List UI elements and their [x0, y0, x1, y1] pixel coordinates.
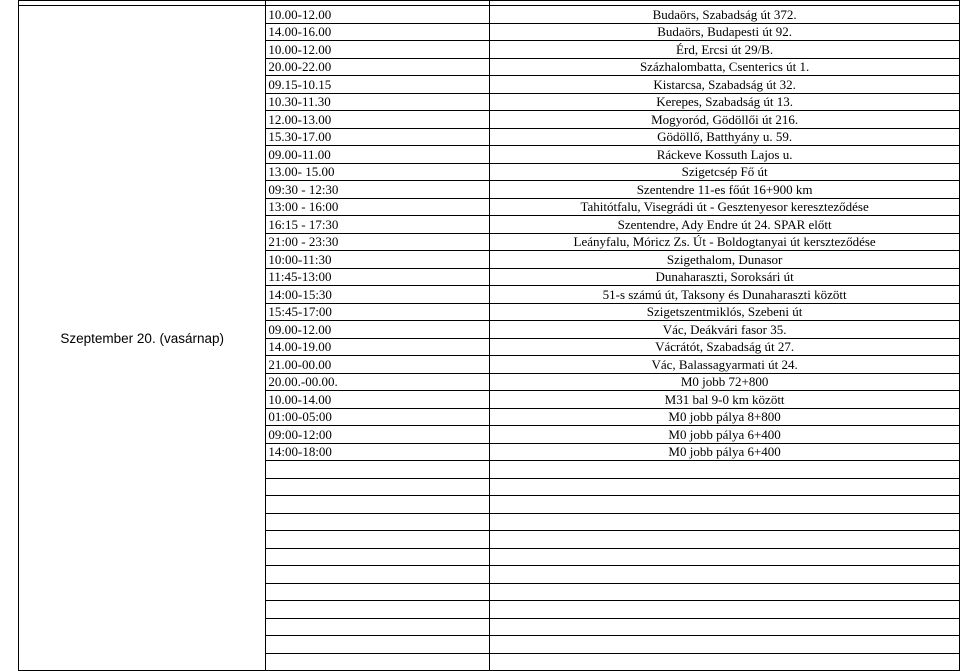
schedule-body [19, 1, 960, 671]
time-cell: 14.00-16.00 [266, 23, 490, 41]
time-cell: 10.00-14.00 [266, 391, 490, 409]
location-cell [490, 478, 960, 496]
time-cell: 09.15-10.15 [266, 76, 490, 94]
time-cell [266, 513, 490, 531]
location-cell: Szentendre 11-es főút 16+900 km [490, 181, 960, 199]
time-cell: 11:45-13:00 [266, 268, 490, 286]
location-cell: M0 jobb pálya 6+400 [490, 443, 960, 461]
location-cell: Kistarcsa, Szabadság út 32. [490, 76, 960, 94]
location-cell [490, 583, 960, 601]
time-cell: 21.00-00.00 [266, 356, 490, 374]
location-cell: Tahitótfalu, Visegrádi út - Gesztenyesor kereszteződése [490, 198, 960, 216]
location-cell: Kerepes, Szabadság út 13. [490, 93, 960, 111]
schedule-row [19, 6, 960, 24]
time-cell: 13:00 - 16:00 [266, 198, 490, 216]
location-cell: Szentendre, Ady Endre út 24. SPAR előtt [490, 216, 960, 234]
location-cell [490, 618, 960, 636]
time-cell [266, 461, 490, 479]
location-cell: 51-s számú út, Taksony és Dunaharaszti között [490, 286, 960, 304]
time-cell: 13.00- 15.00 [266, 163, 490, 181]
time-cell: 16:15 - 17:30 [266, 216, 490, 234]
schedule-table [18, 0, 960, 671]
location-cell: M0 jobb 72+800 [490, 373, 960, 391]
time-cell [266, 636, 490, 654]
location-cell: Érd, Ercsi út 29/B. [490, 41, 960, 59]
time-cell: 15:45-17:00 [266, 303, 490, 321]
location-cell: Szigetszentmiklós, Szebeni út [490, 303, 960, 321]
time-cell [266, 566, 490, 584]
time-cell: 12.00-13.00 [266, 111, 490, 129]
date-cell: Szeptember 20. (vasárnap) [19, 6, 266, 671]
location-cell [490, 496, 960, 514]
location-cell: Dunaharaszti, Soroksári út [490, 268, 960, 286]
location-cell [490, 548, 960, 566]
location-cell: M0 jobb pálya 6+400 [490, 426, 960, 444]
time-cell: 14:00-18:00 [266, 443, 490, 461]
time-cell: 10.30-11.30 [266, 93, 490, 111]
location-cell: Szigethalom, Dunasor [490, 251, 960, 269]
location-cell [490, 513, 960, 531]
time-cell: 01:00-05:00 [266, 408, 490, 426]
time-cell: 10.00-12.00 [266, 41, 490, 59]
time-cell: 09.00-11.00 [266, 146, 490, 164]
time-cell [266, 583, 490, 601]
time-cell: 09:30 - 12:30 [266, 181, 490, 199]
time-cell [266, 618, 490, 636]
location-cell [490, 461, 960, 479]
location-cell: Gödöllő, Batthyány u. 59. [490, 128, 960, 146]
time-cell: 10:00-11:30 [266, 251, 490, 269]
location-cell: Százhalombatta, Csenterics út 1. [490, 58, 960, 76]
location-cell: Ráckeve Kossuth Lajos u. [490, 146, 960, 164]
location-cell: Leányfalu, Móricz Zs. Út - Boldogtanyai út kerszteződése [490, 233, 960, 251]
time-cell: 09:00-12:00 [266, 426, 490, 444]
time-cell: 21:00 - 23:30 [266, 233, 490, 251]
time-cell [266, 496, 490, 514]
time-cell: 20.00.-00.00. [266, 373, 490, 391]
time-cell [266, 601, 490, 619]
location-cell: Budaörs, Szabadság út 372. [490, 6, 960, 24]
time-cell: 09.00-12.00 [266, 321, 490, 339]
time-cell: 14.00-19.00 [266, 338, 490, 356]
location-cell: Szigetcsép Fő út [490, 163, 960, 181]
location-cell: M31 bal 9-0 km között [490, 391, 960, 409]
location-cell: Vác, Balassagyarmati út 24. [490, 356, 960, 374]
location-cell [490, 636, 960, 654]
time-cell: 14:00-15:30 [266, 286, 490, 304]
time-cell [266, 548, 490, 566]
time-cell: 15.30-17.00 [266, 128, 490, 146]
location-cell: Budaörs, Budapesti út 92. [490, 23, 960, 41]
location-cell: Mogyoród, Gödöllői út 216. [490, 111, 960, 129]
location-cell: Vác, Deákvári fasor 35. [490, 321, 960, 339]
time-cell: 10.00-12.00 [266, 6, 490, 24]
location-cell: Vácrátót, Szabadság út 27. [490, 338, 960, 356]
location-cell [490, 566, 960, 584]
location-cell [490, 601, 960, 619]
location-cell: M0 jobb pálya 8+800 [490, 408, 960, 426]
location-cell [490, 531, 960, 549]
time-cell: 20.00-22.00 [266, 58, 490, 76]
time-cell [266, 531, 490, 549]
time-cell [266, 478, 490, 496]
